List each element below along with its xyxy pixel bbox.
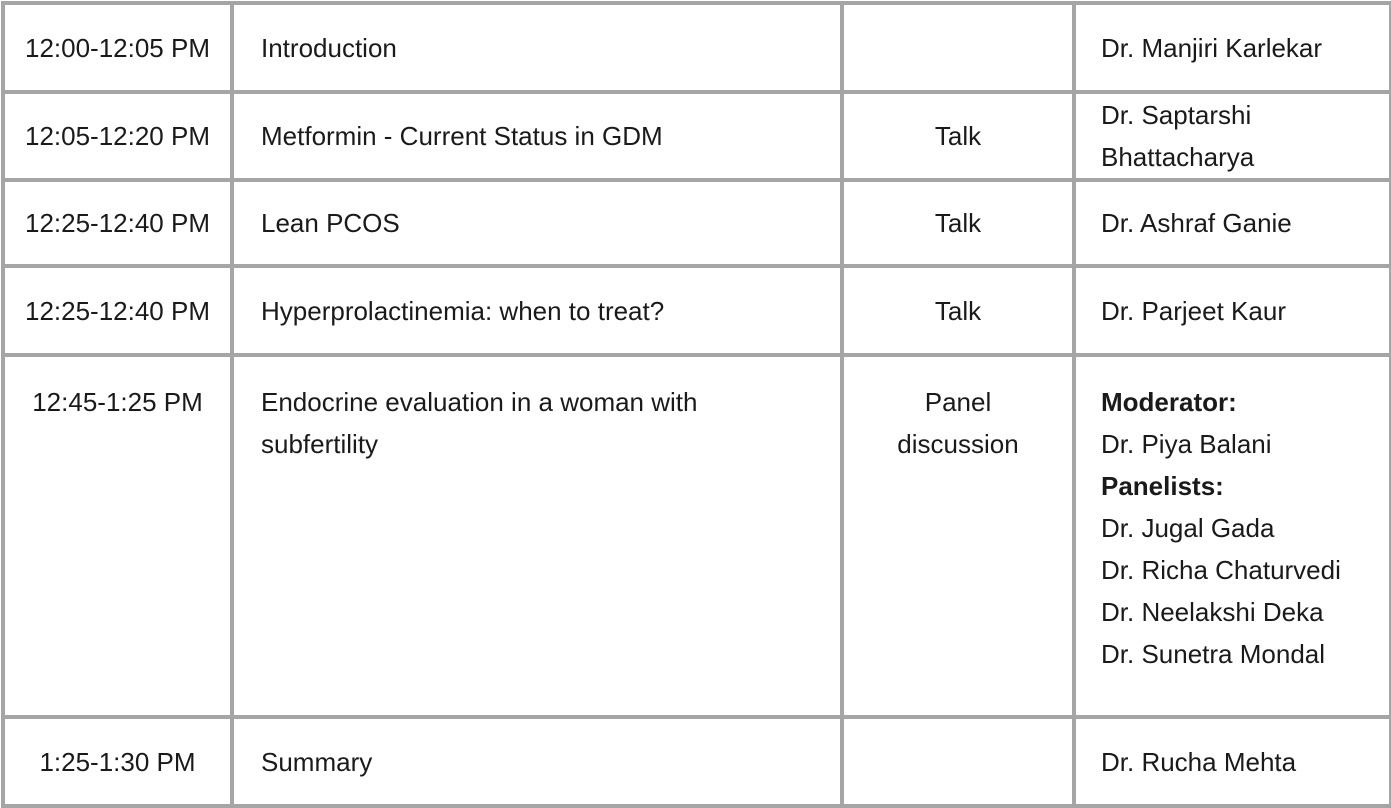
session-title: Hyperprolactinemia: when to treat?: [232, 266, 842, 355]
table-row: [3, 92, 1391, 180]
schedule-table: [1, 1, 1391, 808]
title-line: subfertility: [261, 429, 379, 459]
panelist-name: Dr. Sunetra Mondal: [1101, 639, 1326, 669]
session-title: Summary: [232, 717, 842, 806]
panelists-label: Panelists:: [1101, 471, 1224, 501]
speaker-line: Bhattacharya: [1101, 142, 1255, 172]
session-time: 12:05-12:20 PM: [3, 92, 232, 180]
session-title: Lean PCOS: [232, 180, 842, 266]
session-time: 12:25-12:40 PM: [3, 180, 232, 266]
session-title: Introduction: [232, 3, 842, 92]
table-row: [3, 266, 1391, 355]
session-time: 12:25-12:40 PM: [3, 266, 232, 355]
session-speaker: Dr. Parjeet Kaur: [1074, 266, 1391, 355]
session-type: Talk: [842, 92, 1074, 180]
type-line: discussion: [897, 429, 1019, 459]
speaker-line: Dr. Saptarshi: [1101, 100, 1252, 130]
panelist-name: Dr. Neelakshi Deka: [1101, 597, 1324, 627]
session-speaker: Dr. Ashraf Ganie: [1074, 180, 1391, 266]
session-type: [842, 3, 1074, 92]
type-line: Panel: [924, 387, 992, 417]
session-time: 12:00-12:05 PM: [3, 3, 232, 92]
session-type: [842, 717, 1074, 806]
session-time: 12:45-1:25 PM: [3, 355, 232, 717]
session-speaker: [1074, 92, 1391, 180]
session-title: [232, 355, 842, 717]
session-type: [842, 355, 1074, 717]
session-type: Talk: [842, 266, 1074, 355]
table-row: [3, 717, 1391, 806]
session-speaker: [1074, 355, 1391, 717]
table-row: [3, 3, 1391, 92]
panelist-name: Dr. Jugal Gada: [1101, 513, 1275, 543]
session-title: Metformin - Current Status in GDM: [232, 92, 842, 180]
moderator-label: Moderator:: [1101, 387, 1237, 417]
panelist-name: Dr. Richa Chaturvedi: [1101, 555, 1341, 585]
session-time: 1:25-1:30 PM: [3, 717, 232, 806]
session-speaker: Dr. Manjiri Karlekar: [1074, 3, 1391, 92]
moderator-name: Dr. Piya Balani: [1101, 429, 1272, 459]
table-row: [3, 180, 1391, 266]
title-line: Endocrine evaluation in a woman with: [261, 387, 698, 417]
table-row: [3, 355, 1391, 717]
session-speaker: Dr. Rucha Mehta: [1074, 717, 1391, 806]
session-type: Talk: [842, 180, 1074, 266]
